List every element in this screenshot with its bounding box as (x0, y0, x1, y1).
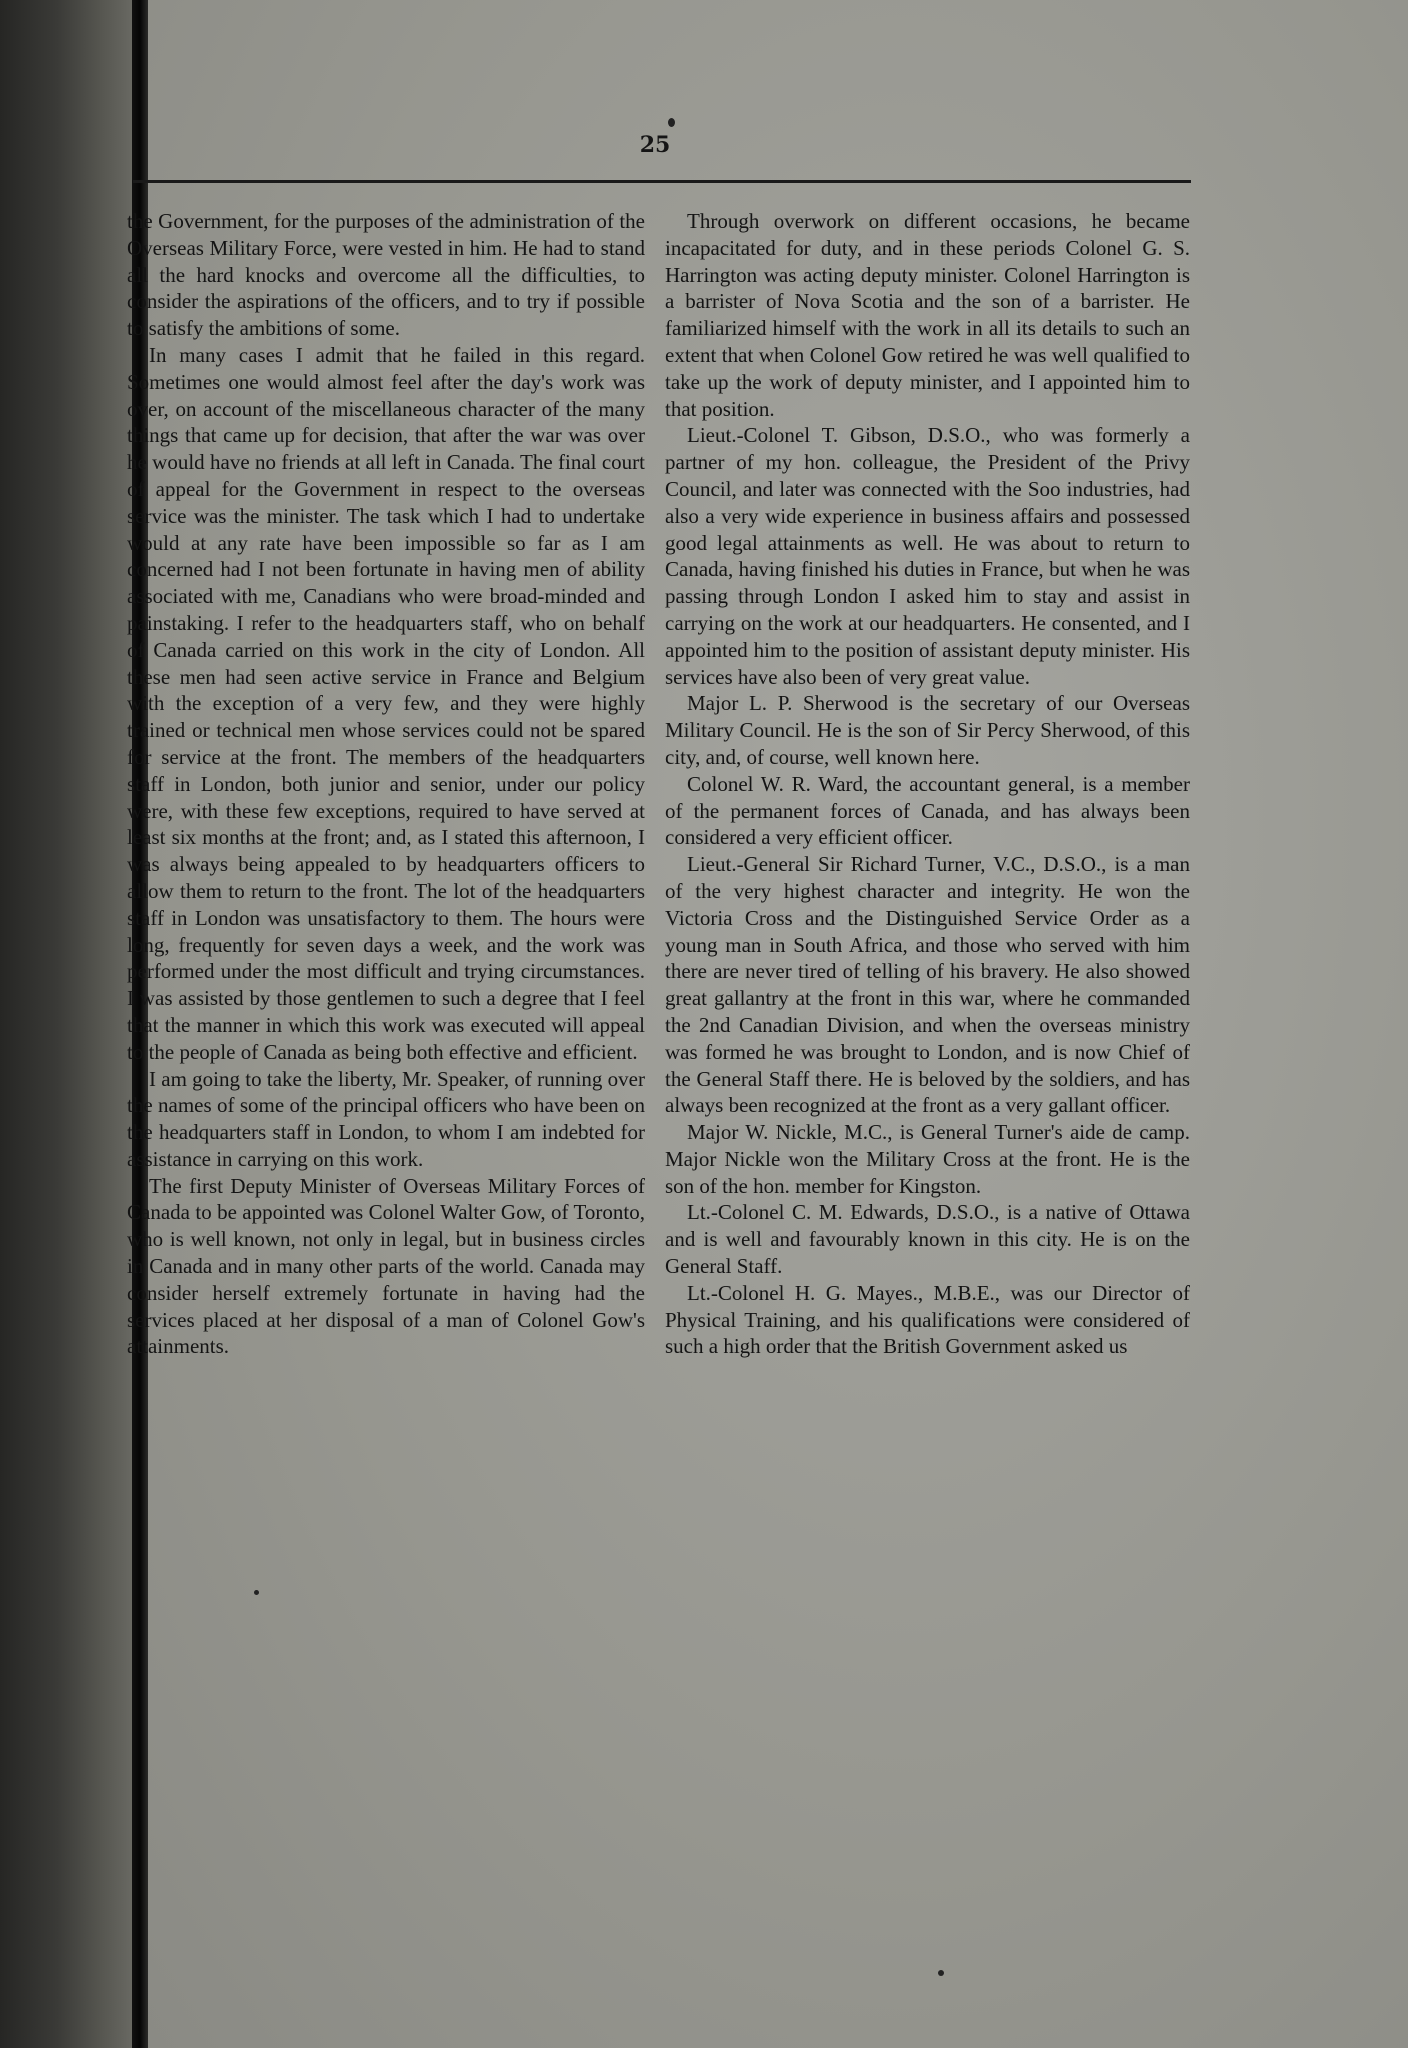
right-column (665, 208, 1190, 1360)
paragraph: I am going to take the liberty, Mr. Speaker, of running over the names of some of the principal officers who have been on the headquarters staff in London, to whom I am indebted for assistance in carrying on this work. (127, 1066, 645, 1171)
print-speck (254, 1590, 259, 1595)
paragraph: the Government, for the purposes of the administration of the Overseas Military Force, were vested in him. He had to stand all the hard knocks and overcome all the difficulties, to consider the aspirations of the officers, and to try if possible to satisfy the ambitions of some. (127, 209, 645, 341)
paragraph: Lt.-Colonel C. M. Edwards, D.S.O., is a native of Ottawa and is well and favourably known in this city. He is on the General Staff. (665, 1200, 1190, 1279)
paragraph: In many cases I admit that he failed in this regard. Sometimes one would almost feel after the day's work was over, on account of the miscellaneous character of the many things that came up for decision, that after the war was over he would have no friends at all left in Canada. The final court of appeal for the Government in respect to the overseas service was the minister. The task which I had to undertake would at any rate have been impossible so far as I am concerned had I not been fortunate in having men of ability associated with me, Canadians who were broad-minded and painstaking. I refer to the headquarters staff, who on behalf of Canada carried on this work in the city of London. All these men had seen active service in France and Belgium with the exception of a very few, and they were highly trained or technical men whose services could not be spared for service at the front. The members of the headquarters staff in London, both junior and senior, under our policy were, with these few exceptions, required to have served at least six months at the front; and, as I stated this afternoon, I was always being appealed to by headquarters officers to allow them to return to the front. The lot of the headquarters staff in London was unsatisfactory to them. The hours were long, frequently for seven days a week, and the work was performed under the most difficult and trying circumstances. I was assisted by those gentlemen to such a degree that I feel that the manner in which this work was executed will appeal to the people of Canada as being both effective and efficient. (127, 342, 645, 1064)
print-speck (938, 1970, 944, 1976)
header-rule (133, 180, 1191, 183)
paragraph: Lieut.-Colonel T. Gibson, D.S.O., who was formerly a partner of my hon. colleague, the President of the Privy Council, and later was connected with the Soo industries, had also a very wide experience in business affairs and possessed good legal attainments as well. He was about to return to Canada, having finished his duties in France, but when he was passing through London I asked him to stay and assist in carrying on the work at our headquarters. He consented, and I appointed him to the position of assistant deputy minister. His services have also been of very great value. (665, 423, 1190, 689)
paragraph: Major L. P. Sherwood is the secretary of our Overseas Military Council. He is the son of Sir Percy Sherwood, of this city, and, of course, well known here. (665, 691, 1190, 769)
page-number: 25 (639, 132, 671, 158)
book-spine-shadow (0, 0, 142, 2048)
paragraph: Through overwork on different occasions, he became incapacitated for duty, and in these periods Colonel G. S. Harrington was acting deputy minister. Colonel Harrington is a barrister of Nova Scotia and the son of a barrister. He familiarized himself with the work in all its details to such an extent that when Colonel Gow retired he was well qualified to take up the work of deputy minister, and I appointed him to that position. (665, 209, 1190, 421)
paragraph: The first Deputy Minister of Overseas Military Forces of Canada to be appointed was Colonel Walter Gow, of Toronto, who is well known, not only in legal, but in business circles in Canada and in many other parts of the world. Canada may consider herself extremely fortunate in having had the services placed at her disposal of a man of Colonel Gow's attainments. (127, 1173, 645, 1359)
paragraph: Lieut.-General Sir Richard Turner, V.C., D.S.O., is a man of the very highest character and integrity. He won the Victoria Cross and the Distinguished Service Order as a young man in South Africa, and those who served with him there are never tired of telling of his bravery. He also showed great gallantry at the front in this war, where he commanded the 2nd Canadian Division, and when the overseas ministry was formed he was brought to London, and is now Chief of the General Staff there. He is beloved by the soldiers, and has always been recognized at the front as a very gallant officer. (665, 852, 1190, 1118)
paragraph: Major W. Nickle, M.C., is General Turner's aide de camp. Major Nickle won the Military Cross at the front. He is the son of the hon. member for Kingston. (665, 1120, 1190, 1198)
print-speck (668, 118, 675, 127)
paragraph: Lt.-Colonel H. G. Mayes., M.B.E., was our Director of Physical Training, and his qualifications were considered of such a high order that the British Government asked us (665, 1280, 1190, 1359)
paragraph: Colonel W. R. Ward, the accountant general, is a member of the permanent forces of Canada, and has always been considered a very efficient officer. (665, 771, 1190, 850)
left-column (127, 208, 645, 1360)
